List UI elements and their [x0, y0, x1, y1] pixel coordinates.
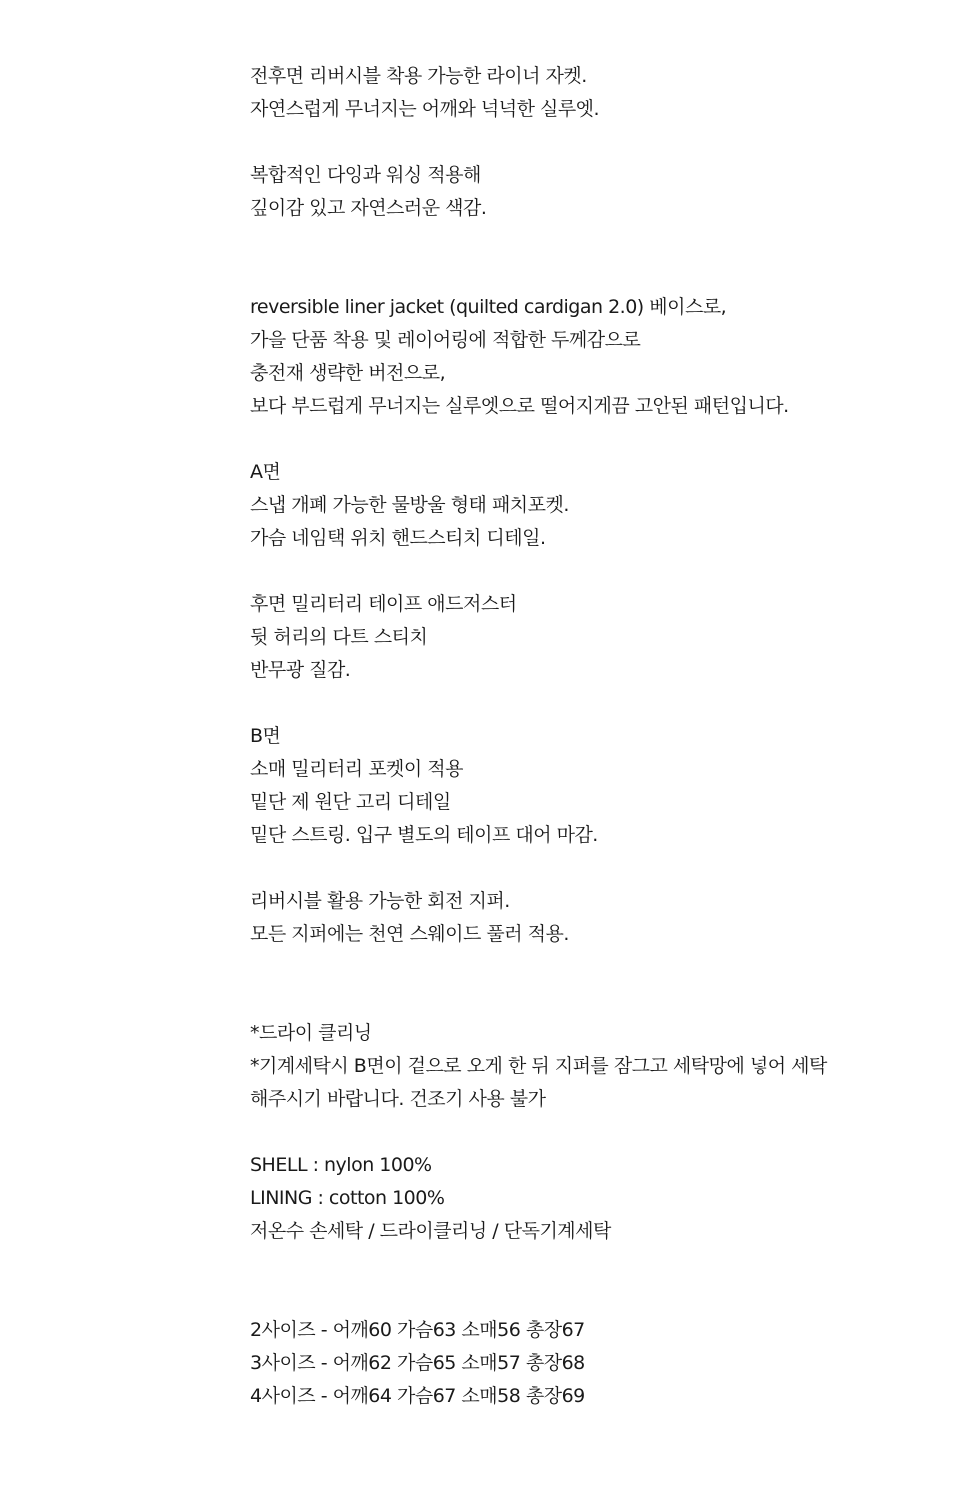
- section-heading: A면: [250, 461, 281, 483]
- wash-instructions: 저온수 손세탁 / 드라이클리닝 / 단독기계세탁: [250, 1220, 611, 1242]
- text-line: 밑단 제 원단 고리 디테일: [250, 791, 451, 813]
- care-note: *기계세탁시 B면이 겉으로 오게 한 뒤 지퍼를 잠그고 세탁망에 넣어 세탁: [250, 1055, 827, 1077]
- care-notes-section: [250, 1017, 950, 1116]
- text-line: 자연스럽게 무너지는 어깨와 넉넉한 실루엣.: [250, 98, 600, 120]
- text-line: 후면 밀리터리 테이프 애드저스터: [250, 593, 517, 615]
- text-line: 전후면 리버시블 착용 가능한 라이너 자켓.: [250, 65, 587, 87]
- material-lining: LINING : cotton 100%: [250, 1187, 445, 1209]
- base-section: [250, 291, 950, 423]
- back-section: [250, 588, 950, 687]
- section-heading: B면: [250, 725, 281, 747]
- text-line: 리버시블 활용 가능한 회전 지퍼.: [250, 890, 510, 912]
- text-line: 모든 지퍼에는 천연 스웨이드 풀러 적용.: [250, 923, 569, 945]
- size-row: 4사이즈 - 어깨64 가슴67 소매58 총장69: [250, 1385, 585, 1407]
- text-line: 스냅 개폐 가능한 물방울 형태 패치포켓.: [250, 494, 569, 516]
- text-line: 가슴 네임택 위치 핸드스티치 디테일.: [250, 527, 546, 549]
- text-line: 보다 부드럽게 무너지는 실루엣으로 떨어지게끔 고안된 패턴입니다.: [250, 395, 789, 417]
- material-shell: SHELL : nylon 100%: [250, 1154, 432, 1176]
- text-line: 충전재 생략한 버전으로,: [250, 362, 446, 384]
- dyeing-section: [250, 159, 950, 225]
- zipper-section: [250, 885, 950, 951]
- care-note: 해주시기 바랍니다. 건조기 사용 불가: [250, 1088, 546, 1110]
- intro-section: [250, 60, 950, 126]
- material-section: [250, 1149, 950, 1248]
- care-note: *드라이 클리닝: [250, 1022, 372, 1044]
- side-a-section: [250, 456, 950, 555]
- text-line: 깊이감 있고 자연스러운 색감.: [250, 197, 487, 219]
- text-line: 반무광 질감.: [250, 659, 351, 681]
- size-row: 2사이즈 - 어깨60 가슴63 소매56 총장67: [250, 1319, 585, 1341]
- text-line: 소매 밀리터리 포켓이 적용: [250, 758, 464, 780]
- text-line: 가을 단품 착용 및 레이어링에 적합한 두께감으로: [250, 329, 641, 351]
- text-line: reversible liner jacket (quilted cardigan 2.0) 베이스로,: [250, 296, 727, 318]
- product-description: [250, 60, 950, 1413]
- text-line: 복합적인 다잉과 워싱 적용해: [250, 164, 481, 186]
- side-b-section: [250, 720, 950, 852]
- text-line: 뒷 허리의 다트 스티치: [250, 626, 428, 648]
- size-row: 3사이즈 - 어깨62 가슴65 소매57 총장68: [250, 1352, 585, 1374]
- text-line: 밑단 스트링. 입구 별도의 테이프 대어 마감.: [250, 824, 598, 846]
- size-section: [250, 1314, 950, 1413]
